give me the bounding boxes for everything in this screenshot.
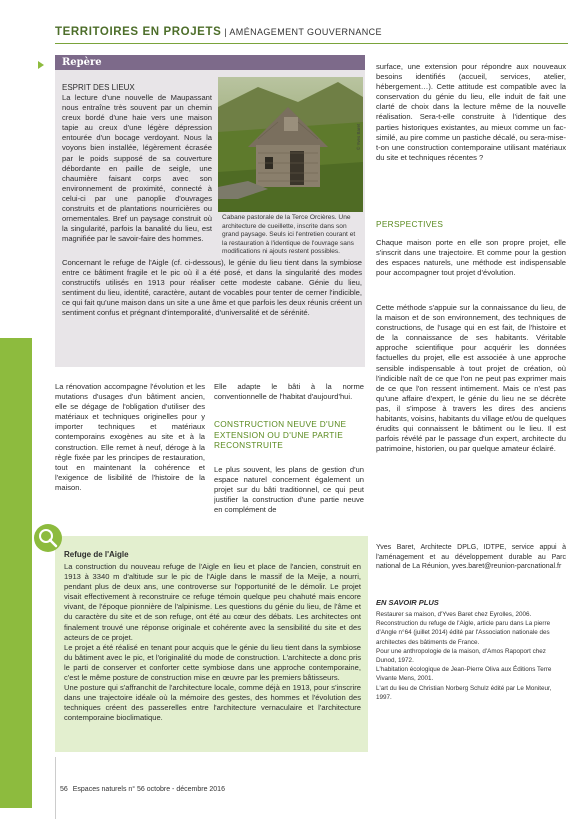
repere-kicker: ESPRIT DES LIEUX (62, 83, 135, 92)
further-reading-item: Pour une anthropologie de la maison, d'Amos Rapoport chez Dunod, 1972. (376, 647, 546, 665)
further-reading-item: L'habitation écologique de Jean-Pierre Oliva aux Éditions Terre Vivante Mens, 2001. (376, 666, 552, 683)
further-reading-title: EN SAVOIR PLUS (376, 598, 439, 607)
refuge-text (64, 562, 361, 748)
page-header (55, 26, 382, 38)
subsection-title: AMÉNAGEMENT GOUVERNANCE (229, 27, 382, 37)
column3-text: surface, une extension pour répondre aux nouveaux besoins identifiés (accueil, services, atelier, hébergement…). Cette attitude est compatible avec la conservation du génie du lieu, elle induit de fait une clarté de choix dans la lecture même de la nouvelle réalisation. Sera-t-elle construite à l'identique des parties historiques existantes, au mieux comme un fac-similé, au pire comme un pastiche décalé, ou sera-mise-t-on une construction contemporaine utilisant matériaux du site et techniques récentes ? (376, 62, 566, 162)
further-reading-item: L'art du lieu de Christian Norberg Schulz édité par Le Moniteur, 1997. (376, 684, 552, 701)
arrow-marker-icon (38, 61, 44, 69)
page-number: 56 (60, 786, 68, 793)
footer-text: Espaces naturels n° 56 octobre - décembre 2016 (72, 786, 225, 793)
column2-kicker: CONSTRUCTION NEUVE D'UNE EXTENSION OU D'UNE PARTIE RECONSTRUITE (214, 419, 347, 450)
further-reading-item: Reconstruction du refuge de l'Aigle, article paru dans La pierre d'Angle n°64 (juillet 2014) édité par l'Association nationale des architectes des bâtiments de France. (376, 620, 551, 646)
column1-text: La rénovation accompagne l'évolution et les mutations d'usages d'un bâtiment ancien, elle se dégage de l'obligation d'utiliser des matériaux et techniques originelles pour y importer techniques et matériaux contemporains exogènes au site et à la construction. Elle remet à neuf, déroge à la règle fixée par les principes de restauration, tout en maintenant la cohérence et l'exigence de lisibilité de l'histoire de la maison. (55, 382, 205, 492)
column2-text: Elle adapte le bâti à la norme conventionnelle de l'habitat d'aujourd'hui. (214, 382, 364, 402)
repere-body-text: Concernant le refuge de l'Aigle (cf. ci-dessous), le génie du lieu tient dans la symbiose entre ce bâtiment fragile et le pic où il a été posé, et dans la singularité des modes constructifs utilisés en 1913 pour réaliser cette modeste cabane. Génie du lieu, sentiment du lieu, identité, caractère, autant de vocables pour tenter de cerner l'indicible, ce qui fait qu'une maison dans un site a une âme et que parfois les deux réunis créent un sentiment confus et prégnant d'intemporalité, d'universalité et de sérénité. (62, 258, 362, 318)
header-rule (55, 43, 568, 44)
side-tab (0, 338, 32, 808)
refuge-paragraph-1: La construction du nouveau refuge de l'Aigle en lieu et place de l'ancien, construit en 1913 à 3340 m d'altitude sur le pic de l'Aigle dans le massif de la Meije, a nourri, pendant plus de deux ans, une controverse sur l'opportunité de le démolir. Le projet visait effectivement à reconstruire ce refuge témoin quelque peu chahuté mais encore vivant, de l'époque pionnière de l'alpinisme. Les questions du génie du lieu, de l'âme et du caractère du site et de son refuge, ont été au cœur des débats. Les architectes ont finalement trouvé une réponse originale et cohérente avec la sensibilité du site et des acteurs de ce projet. (64, 562, 361, 642)
further-reading-list (376, 610, 566, 750)
column3-paragraph-1: Chaque maison porte en elle son propre projet, elle s'inscrit dans une trajectoire. Et comme pour la gestion des espaces naturels, une méthode est indispensable pour accompagner tout projet d'évolution. (376, 238, 566, 278)
repere-intro-text: La lecture d'une nouvelle de Maupassant nous entraîne très souvent par un chemin creux bordé d'une haie vers une maison tapie au creux d'une légère dépression entourée d'un bocage verdoyant. Nous la voyons bien installée, légèrement écrasée par le poids supposé de sa couverture débordante en paille de seigle, une chaumière faisant corps avec son environnement de proximité, connecté à celui-ci par une panoplie d'ouvrages construits et de plantations nourricières ou ornementales. Bref un paysage construit où la singularité, parfois la banalité du lieu, est magnifiée par le savoir-faire des hommes. (62, 93, 212, 244)
photo-caption: Cabane pastorale de la Terce Orcières. Une architecture de cueillette, inscrite dans son grand paysage. Seuls ici l'entretien courant et la restauration à l'identique de l'ouvrage sans modifications ni ajouts restent possibles. (222, 214, 356, 256)
repere-title: Repère (62, 57, 102, 68)
page-footer (60, 786, 225, 793)
column3-kicker: PERSPECTIVES (376, 219, 444, 229)
repere-header (55, 55, 365, 70)
column2-body: Le plus souvent, les plans de gestion d'un espace naturel concernent également un projet sur du bâti traditionnel, ce qui peut justifier la construction d'une partie neuve en complément de (214, 465, 364, 515)
further-reading-item: Restaurer sa maison, d'Yves Baret chez Eyrolles, 2006. (376, 611, 532, 618)
refuge-paragraph-2: Le projet a été réalisé en tenant pour acquis que le génie du lieu tient dans la symbiose du bâtiment avec le pic, et l'originalité du mode de construction. L'architecte a donc pris le parti de conserver et conforter cette symbiose dans une approche contemporaine, c'est le même posture de construction mise en œuvre par les premiers bâtisseurs. (64, 642, 361, 683)
refuge-paragraph-3: Une posture qui s'affranchit de l'architecture locale, comme déjà en 1913, pour s'inscrire dans une trajectoire idéale où la mémoire des gestes, des hommes et l'évolution des techniques créent des passerelles entre l'architecture vernaculaire et l'architecture contemporaine bioclimatique. (64, 683, 361, 723)
author-credit: Yves Baret, Architecte DPLG, IDTPE, service appui à l'aménagement et au développement durable au Parc national de La Réunion, yves.baret@reunion-parcnational.fr (376, 544, 566, 570)
header-separator: | (221, 27, 230, 37)
section-title: TERRITOIRES EN PROJETS (55, 26, 222, 38)
magnifier-icon (34, 524, 62, 552)
photo-credit: © Yves Baret (356, 123, 361, 150)
refuge-title: Refuge de l'Aigle (64, 550, 129, 559)
footer-rule (55, 757, 56, 819)
column3-paragraph-2: Cette méthode s'appuie sur la connaissance du lieu, de la maison et de son environnement, des techniques de constructions, de l'usage qui en est fait, de l'histoire et de la connaissance de ses habitants. Véritable approche scientifique pour acquérir les données factuelles du projet, elle est associée à une approche sensible indispensable à tout projet de création, où l'indicible naît de ce que l'on ne peut pas exprimer mais de ce que l'on ressent intimement. Mais ce n'est pas qu'une affaire d'expert, le génie du lieu ne se décrète pas, il s'impose à travers les dires des anciens habitants, voisins, habitants du village et/ou de quelques érudits qui connaissent le bâtiment ou le lieu. Il est parfois révélé par le passage d'un expert, architecte du patrimoine, historien, ou par quelque amateur éclairé. (376, 303, 566, 454)
photo-stone-hut (218, 77, 363, 212)
